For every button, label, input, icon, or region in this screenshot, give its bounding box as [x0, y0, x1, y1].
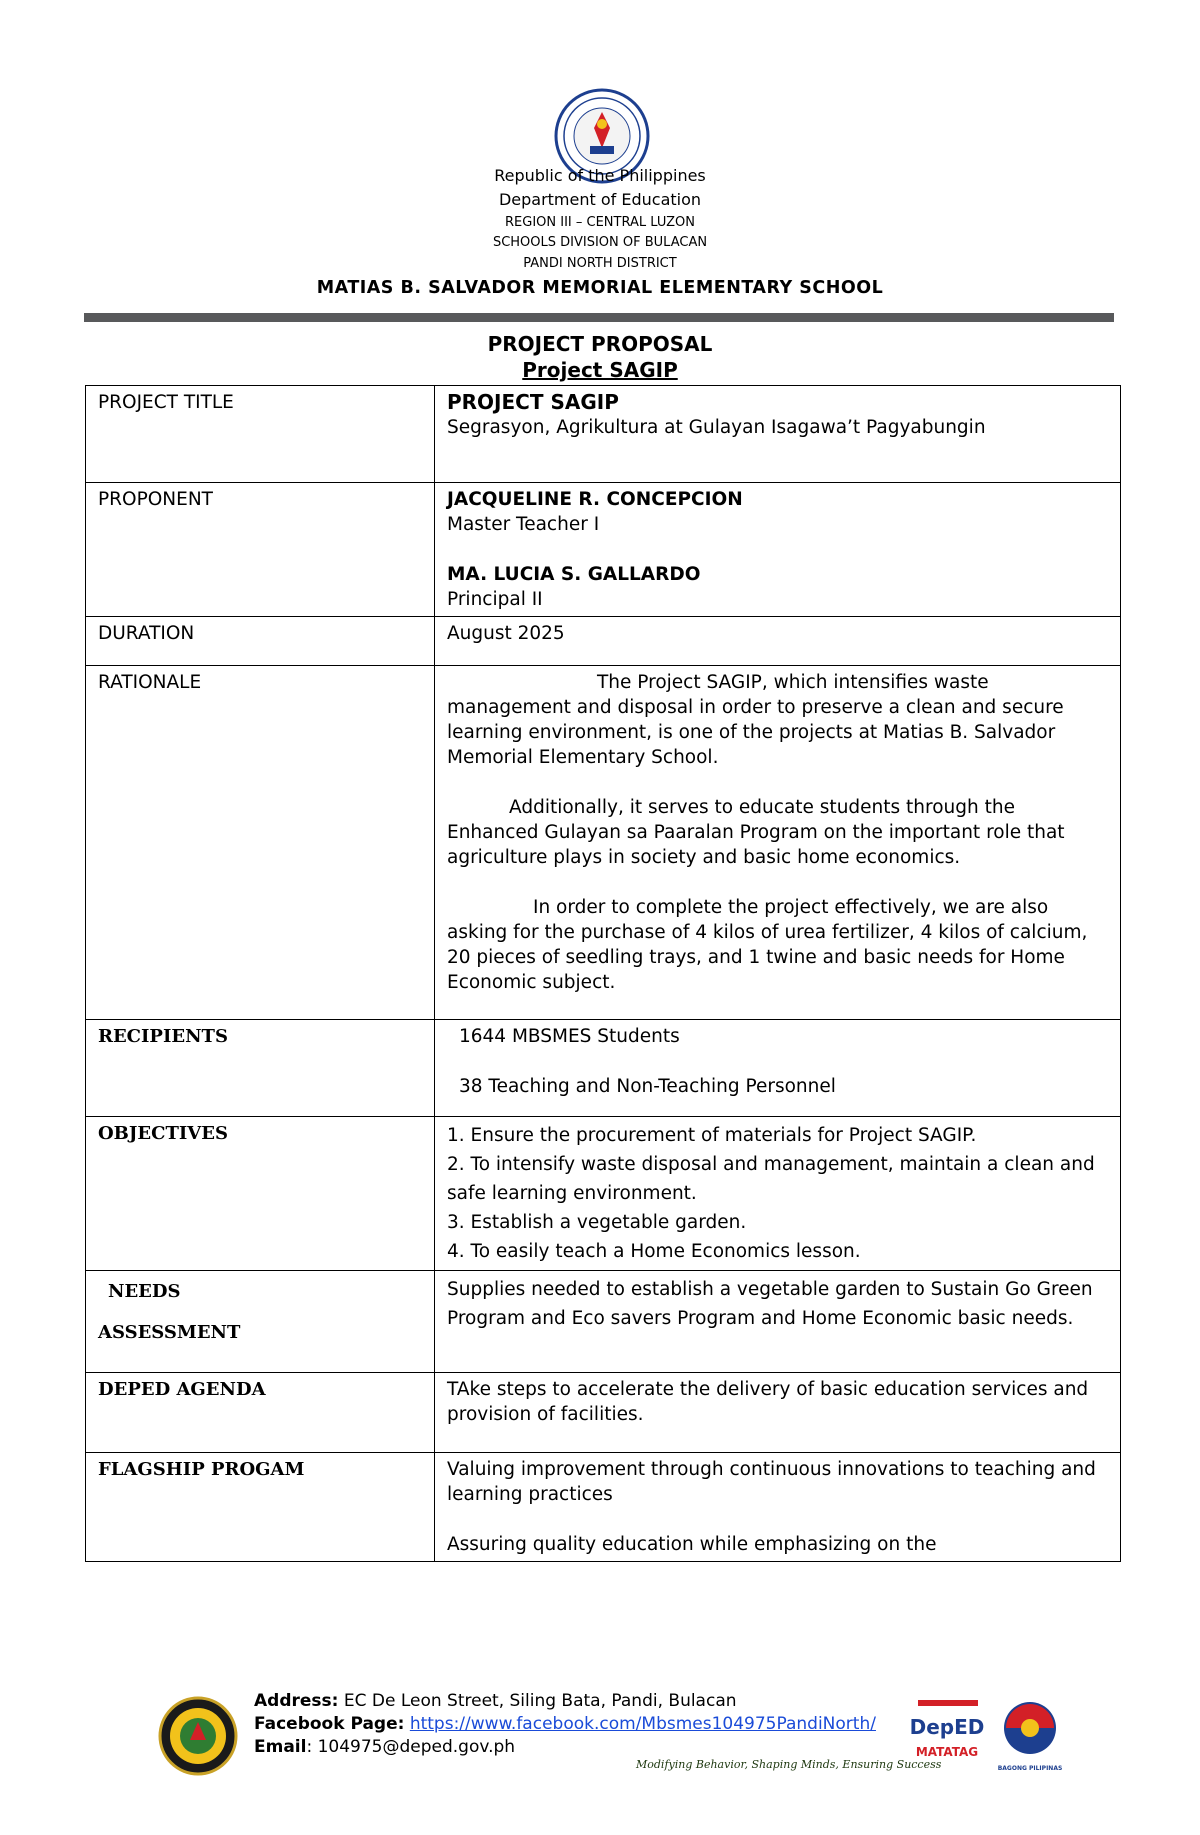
flagship-item-2: Assuring quality education while emphasizing on the	[447, 1534, 937, 1555]
value-duration: August 2025	[435, 617, 1121, 666]
recipient-students: 1644 MBSMES Students	[459, 1026, 680, 1047]
row-flagship-program	[86, 1453, 1121, 1562]
email-label: Email	[254, 1737, 307, 1757]
bagong-pilipinas-text: BAGONG PILIPINAS	[997, 1765, 1063, 1772]
bagong-pilipinas-logo	[996, 1694, 1064, 1774]
rationale-paragraph-1: The Project SAGIP, which intensifies waste management and disposal in order to preserve a clean and secure learning environment, is one of the projects at Matias B. Salvador Memorial Elementary School.	[447, 672, 1064, 768]
proponent-2-role: Principal II	[447, 589, 543, 610]
deped-matatag-logo	[910, 1698, 984, 1770]
label-deped-agenda: DEPED AGENDA	[86, 1373, 435, 1453]
email-line	[254, 1736, 876, 1759]
proponent-2-name: MA. LUCIA S. GALLARDO	[447, 564, 701, 585]
objective-4: 4. To easily teach a Home Economics lesson.	[447, 1241, 861, 1262]
header-republic: Republic of the Philippines	[494, 166, 706, 185]
flagship-item-1: Valuing improvement through continuous innovations to teaching and learning practices	[447, 1459, 1096, 1505]
value-rationale	[435, 666, 1121, 1020]
proposal-table	[85, 385, 1121, 1562]
objective-3: 3. Establish a vegetable garden.	[447, 1212, 747, 1233]
value-recipients	[435, 1020, 1121, 1117]
label-needs: NEEDS	[108, 1281, 181, 1302]
objective-2: 2. To intensify waste disposal and management, maintain a clean and safe learning environment.	[447, 1154, 1095, 1204]
rationale-paragraph-3: In order to complete the project effectively, we are also asking for the purchase of 4 kilos of urea fertilizer, 4 kilos of calcium, 20 pieces of seedling trays, and 1 twine and basic needs for Home Economic subject.	[447, 897, 1088, 993]
project-expansion: Segrasyon, Agrikultura at Gulayan Isagawa’t Pagyabungin	[447, 417, 986, 438]
value-project-title	[435, 386, 1121, 483]
project-name: PROJECT SAGIP	[447, 390, 619, 414]
facebook-link[interactable]: https://www.facebook.com/Mbsmes104975PandiNorth/	[409, 1714, 876, 1734]
footer	[0, 1690, 1200, 1780]
proponent-1-name: JACQUELINE R. CONCEPCION	[447, 489, 743, 510]
address-line	[254, 1690, 876, 1713]
value-deped-agenda: TAke steps to accelerate the delivery of basic education services and provision of facilities.	[435, 1373, 1121, 1453]
school-seal-icon	[158, 1696, 238, 1776]
header-department: Department of Education	[498, 190, 702, 209]
header-division: SCHOOLS DIVISION OF BULACAN	[492, 235, 708, 250]
header-district: PANDI NORTH DISTRICT	[523, 256, 677, 271]
rationale-paragraph-2: Additionally, it serves to educate students through the Enhanced Gulayan sa Paaralan Program on the important role that agriculture plays in society and basic home economics.	[447, 797, 1065, 868]
row-needs-assessment	[86, 1271, 1121, 1373]
label-needs-assessment	[86, 1271, 435, 1373]
document-title: PROJECT PROPOSAL	[487, 332, 713, 356]
recipient-personnel: 38 Teaching and Non-Teaching Personnel	[459, 1076, 836, 1097]
row-rationale	[86, 666, 1121, 1020]
contact-info	[254, 1690, 876, 1759]
row-deped-agenda	[86, 1373, 1121, 1453]
row-recipients	[86, 1020, 1121, 1117]
facebook-line	[254, 1713, 876, 1736]
row-proponent	[86, 483, 1121, 617]
header-divider	[84, 313, 1114, 322]
value-flagship-program	[435, 1453, 1121, 1562]
header-school-name: MATIAS B. SALVADOR MEMORIAL ELEMENTARY SCHOOL	[316, 278, 884, 298]
email-value: : 104975@deped.gov.ph	[306, 1737, 516, 1757]
matatag-logo-text: MATATAG	[915, 1745, 979, 1759]
value-needs-assessment: Supplies needed to establish a vegetable garden to Sustain Go Green Program and Eco savers Program and Home Economic basic needs.	[435, 1271, 1121, 1373]
address-label: Address:	[254, 1691, 339, 1711]
address-value: EC De Leon Street, Siling Bata, Pandi, Bulacan	[338, 1691, 737, 1711]
label-project-title: PROJECT TITLE	[86, 386, 435, 483]
row-duration	[86, 617, 1121, 666]
row-objectives	[86, 1117, 1121, 1271]
value-objectives	[435, 1117, 1121, 1271]
label-rationale: RATIONALE	[86, 666, 435, 1020]
deped-logo-text: DepED	[910, 1715, 984, 1739]
label-proponent: PROPONENT	[86, 483, 435, 617]
row-project-title	[86, 386, 1121, 483]
objective-1: 1. Ensure the procurement of materials for Project SAGIP.	[447, 1125, 977, 1146]
document-subtitle: Project SAGIP	[522, 358, 678, 382]
header-region: REGION III – CENTRAL LUZON	[505, 215, 695, 230]
label-assessment: ASSESSMENT	[98, 1322, 241, 1343]
proponent-1-role: Master Teacher I	[447, 514, 600, 535]
school-motto: Modifying Behavior, Shaping Minds, Ensuring Success	[636, 1758, 942, 1771]
facebook-label: Facebook Page:	[254, 1714, 405, 1734]
label-flagship-program: FLAGSHIP PROGAM	[86, 1453, 435, 1562]
value-proponent	[435, 483, 1121, 617]
label-recipients: RECIPIENTS	[86, 1020, 435, 1117]
label-duration: DURATION	[86, 617, 435, 666]
label-objectives: OBJECTIVES	[86, 1117, 435, 1271]
